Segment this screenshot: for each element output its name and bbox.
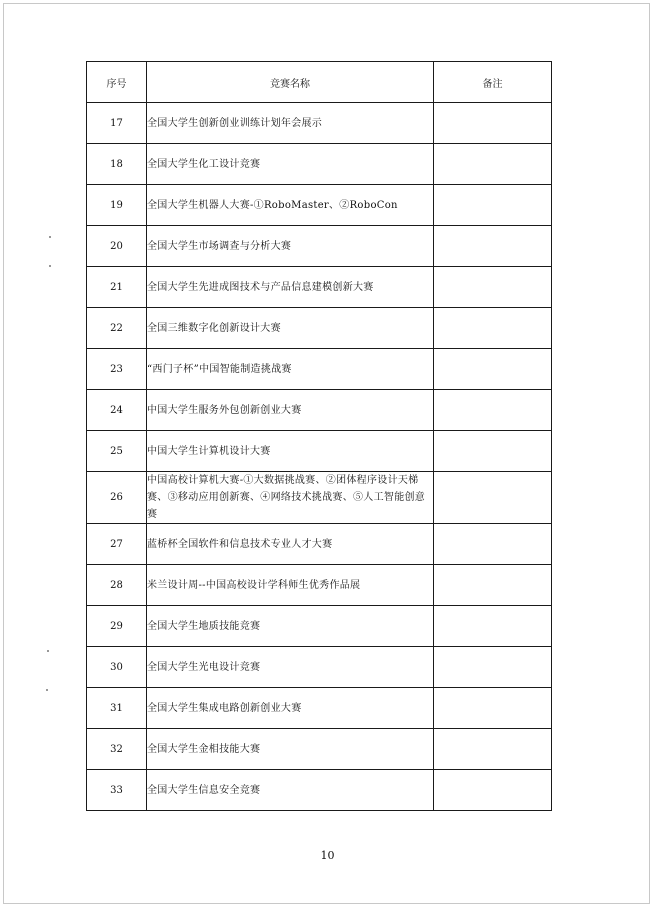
row-competition-name: 中国大学生计算机设计大赛 [147, 431, 434, 472]
row-note [434, 647, 552, 688]
row-competition-name: 蓝桥杯全国软件和信息技术专业人才大赛 [147, 524, 434, 565]
table-row [87, 103, 552, 144]
row-note [434, 267, 552, 308]
table-row [87, 349, 552, 390]
table-row [87, 606, 552, 647]
row-number: 27 [87, 524, 147, 565]
table-row [87, 185, 552, 226]
row-number: 17 [87, 103, 147, 144]
row-note [434, 103, 552, 144]
row-note [434, 524, 552, 565]
row-competition-name: 全国大学生地质技能竞赛 [147, 606, 434, 647]
table-row [87, 729, 552, 770]
scan-speck [46, 689, 48, 691]
row-note [434, 688, 552, 729]
row-competition-name: 中国高校计算机大赛-①大数据挑战赛、②团体程序设计天梯赛、③移动应用创新赛、④网络技术挑战赛、⑤人工智能创意赛 [147, 472, 434, 524]
row-number: 20 [87, 226, 147, 267]
row-competition-name: 全国三维数字化创新设计大赛 [147, 308, 434, 349]
row-competition-name: 全国大学生化工设计竞赛 [147, 144, 434, 185]
header-number: 序号 [87, 62, 147, 103]
scan-speck [47, 650, 49, 652]
row-competition-name: “西门子杯”中国智能制造挑战赛 [147, 349, 434, 390]
table-row [87, 524, 552, 565]
header-note: 备注 [434, 62, 552, 103]
row-number: 29 [87, 606, 147, 647]
table-row [87, 226, 552, 267]
row-competition-name: 全国大学生市场调查与分析大赛 [147, 226, 434, 267]
header-name: 竞赛名称 [147, 62, 434, 103]
row-number: 19 [87, 185, 147, 226]
row-number: 30 [87, 647, 147, 688]
row-competition-name: 全国大学生信息安全竞赛 [147, 770, 434, 811]
table-row [87, 267, 552, 308]
row-note [434, 472, 552, 524]
table-header-row [87, 62, 552, 103]
row-number: 24 [87, 390, 147, 431]
row-note [434, 144, 552, 185]
row-number: 25 [87, 431, 147, 472]
scan-speck [49, 236, 51, 238]
row-note [434, 606, 552, 647]
table-row [87, 647, 552, 688]
row-note [434, 226, 552, 267]
row-competition-name: 米兰设计周--中国高校设计学科师生优秀作品展 [147, 565, 434, 606]
table-row [87, 390, 552, 431]
table-row [87, 308, 552, 349]
table-row [87, 144, 552, 185]
table-row [87, 688, 552, 729]
table-row [87, 565, 552, 606]
row-note [434, 770, 552, 811]
row-note [434, 565, 552, 606]
row-competition-name: 全国大学生机器人大赛-①RoboMaster、②RoboCon [147, 185, 434, 226]
row-number: 23 [87, 349, 147, 390]
row-number: 26 [87, 472, 147, 524]
row-number: 33 [87, 770, 147, 811]
row-number: 18 [87, 144, 147, 185]
row-note [434, 185, 552, 226]
row-competition-name: 中国大学生服务外包创新创业大赛 [147, 390, 434, 431]
row-number: 21 [87, 267, 147, 308]
table-row [87, 770, 552, 811]
table-row [87, 431, 552, 472]
row-note [434, 431, 552, 472]
row-note [434, 729, 552, 770]
row-note [434, 349, 552, 390]
row-number: 28 [87, 565, 147, 606]
page-number: 10 [320, 849, 335, 862]
row-number: 32 [87, 729, 147, 770]
scan-speck [49, 265, 51, 267]
competition-table [86, 61, 552, 811]
row-note [434, 308, 552, 349]
row-competition-name: 全国大学生创新创业训练计划年会展示 [147, 103, 434, 144]
row-competition-name: 全国大学生光电设计竞赛 [147, 647, 434, 688]
row-competition-name: 全国大学生集成电路创新创业大赛 [147, 688, 434, 729]
table-row [87, 472, 552, 524]
row-number: 22 [87, 308, 147, 349]
row-competition-name: 全国大学生先进成图技术与产品信息建模创新大赛 [147, 267, 434, 308]
row-note [434, 390, 552, 431]
row-competition-name: 全国大学生金相技能大赛 [147, 729, 434, 770]
row-number: 31 [87, 688, 147, 729]
